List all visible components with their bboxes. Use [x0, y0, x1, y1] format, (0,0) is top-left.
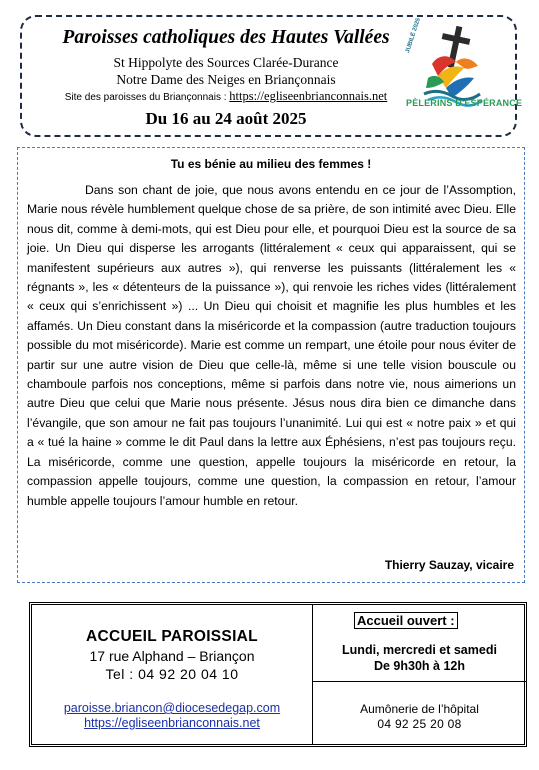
opening-hours-time: De 9h30h à 12h [373, 659, 465, 673]
date-range: Du 16 au 24 août 2025 [145, 109, 307, 128]
parish-line-1: St Hippolyte des Sources Clarée-Durance [113, 55, 339, 70]
office-phone: Tel : 04 92 20 04 10 [105, 666, 239, 682]
contact-box [31, 604, 525, 745]
parish-office [32, 605, 312, 744]
homily-body: Dans son chant de joie, que nous avons entendu en ce jour de l’Assomption, Marie nous révèle humblement quelque chose de sa prière, de son intimité avec Dieu. Elle nous dit, comme à demi-mots, qui est Dieu pour elle, et pourquoi Dieu est la source de sa joie. Un Dieu qui disperse les arrogants (littéralement « ceux qui apparaissent, qui se manifestent supérieurs aux autres »), qui renverse les puissants (littéralement les « régnants », les « détenteurs de la puissance »), qui renvoie les riches vides (littéralement « ceux qui s’enrichissent ») ... Un Dieu qui choisit et magnifie les plus humbles et les affamés. Un Dieu constant dans la miséricorde et la compassion (autre traduction toujours possible du mot miséricorde). Marie est comme un rempart, une étoile pour nous éviter de partir sur une autre vision de Dieu que celle-là, même si une telle vision bouscule ou chamboule parfois nos conceptions, même si parfois dans notre vie, nous aimerions un autre Dieu que celui que Marie nous présente. Jésus nous dira bien ce dimanche dans l’évangile, que son amour ne fait pas toujours l’unanimité. Lui qui est « notre paix » et qui a « tué la haine » comme le dit Paul dans la lettre aux Éphésiens, n’est pas toujours reçu. La miséricorde, comme une question, appelle toujours la miséricorde en retour, la compassion appelle toujours, comme une question, la compassion en retour, l’amour humble appelle toujours l’amour humble en retour. [27, 183, 516, 508]
office-address: 17 rue Alphand – Briançon [89, 648, 255, 664]
homily-signature: Thierry Sauzay, vicaire [384, 558, 514, 572]
parish-line-2: Notre Dame des Neiges en Briançonnais [116, 72, 336, 87]
homily-title: Tu es bénie au milieu des femmes ! [170, 157, 372, 171]
logo-jubile-text: JUBILÉ 2025 [405, 17, 422, 54]
logo-pilgrims-text: PÈLERINS D'ESPÉRANCE [406, 98, 523, 108]
homily-box [17, 147, 525, 583]
opening-box [313, 605, 526, 682]
site-label: Site des paroisses du Briançonnais : [64, 92, 227, 103]
opening-title: Accueil ouvert : [354, 612, 458, 629]
site-line [46, 89, 406, 104]
office-website-link[interactable]: https://egliseenbrianconnais.net [84, 716, 260, 730]
page-title: Paroisses catholiques des Hautes Vallées [62, 27, 390, 48]
site-link[interactable]: https://egliseenbrianconnais.net [229, 89, 388, 103]
office-heading: ACCUEIL PAROISSIAL [86, 628, 258, 645]
opening-days: Lundi, mercredi et samedi [342, 643, 497, 657]
hospital-chaplaincy-phone: 04 92 25 20 08 [377, 717, 462, 731]
opening-hours [313, 605, 526, 744]
office-email-link[interactable]: paroisse.briancon@diocesedegap.com [63, 701, 281, 715]
hospital-chaplaincy: Aumônerie de l’hôpital [360, 702, 479, 716]
